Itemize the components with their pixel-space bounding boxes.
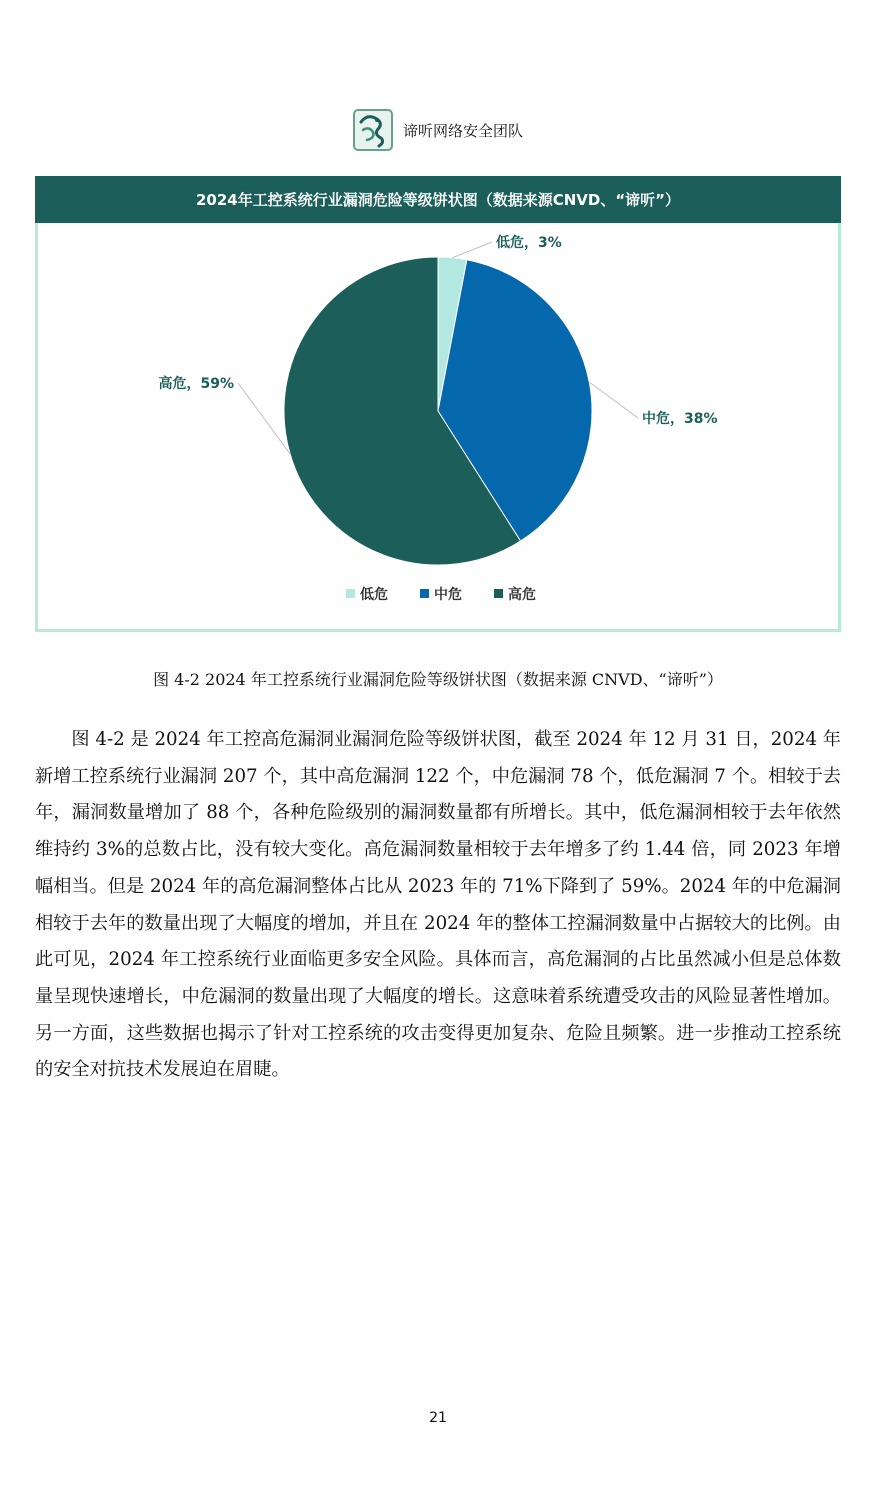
data-label-high: 高危，59%: [158, 376, 234, 392]
figure-caption: 图 4-2 2024 年工控系统行业漏洞危险等级饼状图（数据来源 CNVD、“谛听”）: [153, 670, 723, 689]
legend-swatch-high: [494, 589, 503, 598]
leader-line-medium: [589, 382, 638, 418]
chart-title: 2024年工控系统行业漏洞危险等级饼状图（数据来源CNVD、“谛听”）: [35, 176, 841, 223]
legend-label-high: 高危: [508, 587, 536, 603]
legend-label-low: 低危: [360, 587, 388, 603]
leader-line-low: [452, 242, 492, 258]
legend-swatch-low: [346, 589, 355, 598]
team-name: 谛听网络安全团队: [402, 121, 523, 140]
dragon-seal-logo-icon: [353, 108, 393, 152]
legend-label-medium: 中危: [434, 587, 462, 603]
legend-swatch-medium: [420, 589, 429, 598]
pie-chart: [38, 179, 838, 629]
body-paragraph: 图 4-2 是 2024 年工控高危漏洞业漏洞危险等级饼状图，截至 2024 年 12 月 31 日，2024 年新增工控系统行业漏洞 207 个，其中高危漏洞 122 个，中危漏洞 78 个，低危漏洞 7 个。相较于去年，漏洞数量增加了 88 个，各种危险级别的漏洞数量都有所增长。其中，低危漏洞相较于去年依然维持约 3%的总数占比，没有较大变化。高危漏洞数量相较于去年增多了约 1.44 倍，同 2023 年增幅相当。但是 2024 年的高危漏洞整体占比从 2023 年的 71%下降到了 59%。2024 年的中危漏洞相较于去年的数量出现了大幅度的增加，并且在 2024 年的整体工控漏洞数量中占据较大的比例。由此可见，2024 年工控系统行业面临更多安全风险。具体而言，高危漏洞的占比虽然减小但是总体数量呈现快速增长，中危漏洞的数量出现了大幅度的增长。这意味着系统遭受攻击的风险显著性增加。另一方面，这些数据也揭示了针对工控系统的攻击变得更加复杂、危险且频繁。进一步推动工控系统的安全对抗技术发展迫在眉睫。: [35, 729, 841, 1081]
pie-chart-panel: [35, 176, 841, 632]
leader-line-high: [238, 383, 290, 454]
data-label-medium: 中危，38%: [642, 411, 718, 427]
page-number: 21: [429, 1410, 447, 1426]
data-label-low: 低危，3%: [496, 235, 562, 251]
page-header: [0, 104, 876, 156]
